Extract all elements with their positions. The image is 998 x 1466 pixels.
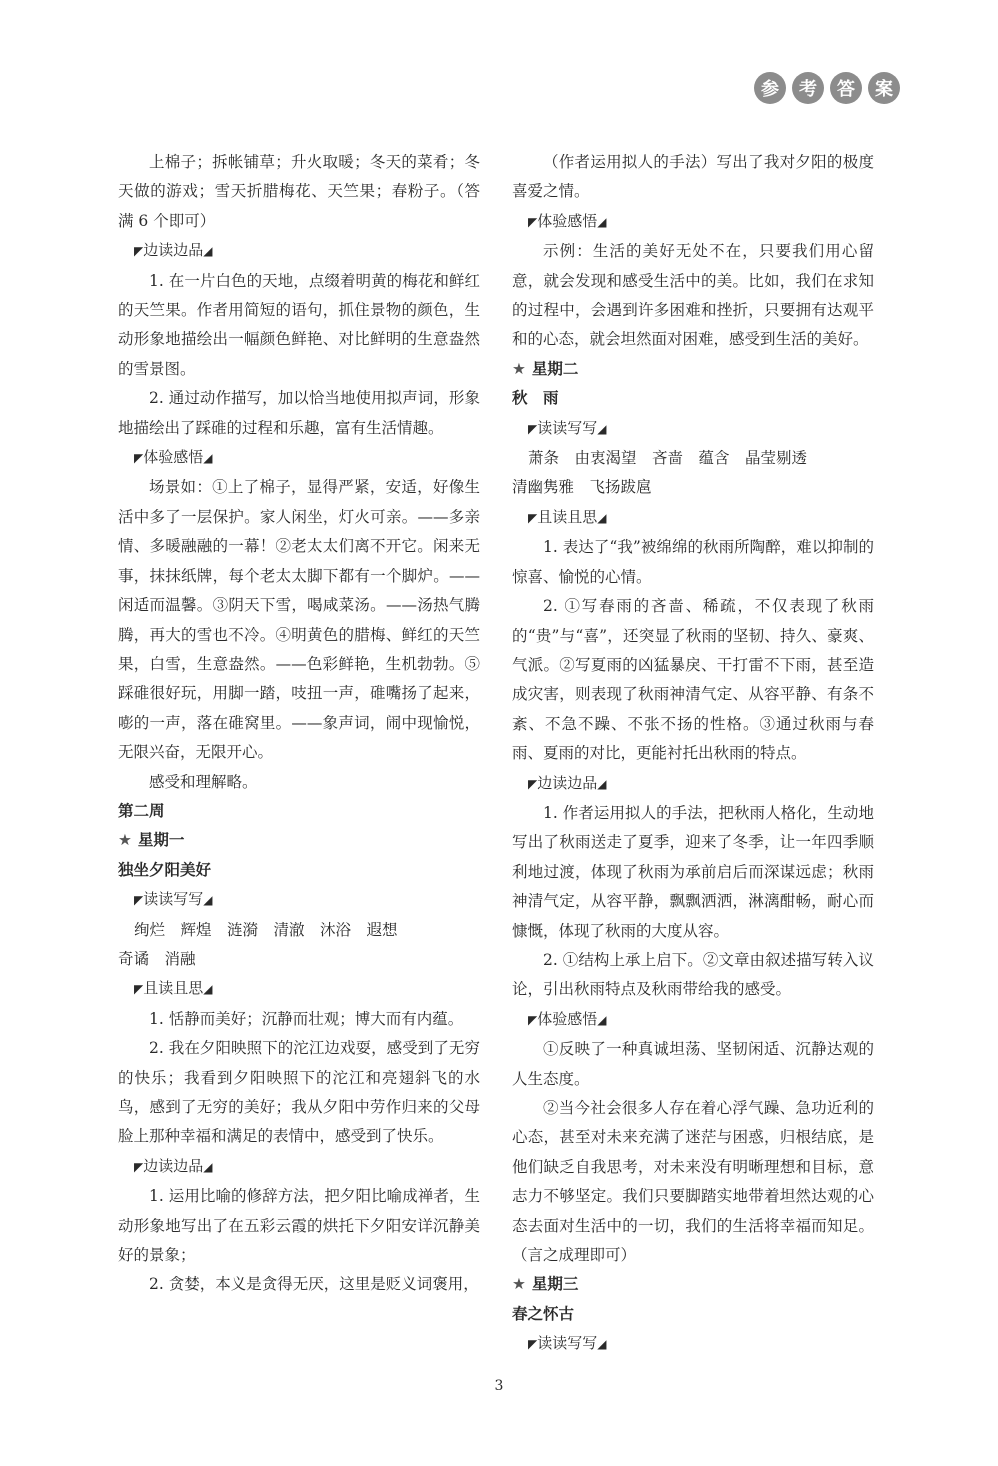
section-heading: ◤体验感悟◢ bbox=[528, 211, 607, 230]
answer-key-badge bbox=[754, 72, 900, 104]
paragraph: （作者运用拟人的手法）写出了我对夕阳的极度喜爱之情。 bbox=[512, 153, 874, 201]
vocabulary-list: 萧条 由衷渴望 吝啬 蕴含 晶莹剔透 bbox=[528, 449, 808, 468]
badge-char: 答 bbox=[830, 72, 862, 104]
star-icon: ★ bbox=[512, 1275, 526, 1294]
paragraph: ①反映了一种真诚坦荡、坚韧闲适、沉静达观的人生态度。 bbox=[512, 1040, 874, 1088]
triangle-icon: ◢ bbox=[203, 893, 213, 908]
triangle-icon: ◤ bbox=[528, 1012, 538, 1027]
badge-char: 案 bbox=[868, 72, 900, 104]
section-heading: ◤读读写写◢ bbox=[134, 890, 213, 909]
triangle-icon: ◢ bbox=[597, 421, 607, 436]
triangle-icon: ◢ bbox=[597, 1012, 607, 1027]
paragraph: 1. 运用比喻的修辞方法，把夕阳比喻成禅者，生动形象地写出了在五彩云霞的烘托下夕阳安详沉静美好的景象； bbox=[118, 1187, 480, 1265]
section-heading: ◤边读边品◢ bbox=[134, 241, 213, 260]
section-heading: ◤读读写写◢ bbox=[528, 1334, 607, 1353]
day-heading: ★ 星期三 bbox=[512, 1275, 579, 1294]
section-heading: ◤体验感悟◢ bbox=[528, 1009, 607, 1028]
article-title: 春之怀古 bbox=[512, 1304, 575, 1323]
triangle-icon: ◢ bbox=[203, 244, 213, 259]
triangle-icon: ◢ bbox=[203, 451, 213, 466]
triangle-icon: ◤ bbox=[528, 214, 538, 229]
triangle-icon: ◤ bbox=[528, 421, 538, 436]
section-heading: ◤且读且思◢ bbox=[528, 507, 607, 526]
triangle-icon: ◤ bbox=[134, 1159, 144, 1174]
paragraph: 1. 在一片白色的天地，点缀着明黄的梅花和鲜红的天竺果。作者用简短的语句，抓住景物的颜色，生动形象地描绘出一幅颜色鲜艳、对比鲜明的生意盎然的雪景图。 bbox=[118, 271, 480, 378]
day-heading: ★ 星期一 bbox=[118, 831, 185, 850]
triangle-icon: ◢ bbox=[597, 776, 607, 791]
paragraph: 1. 恬静而美好；沉静而壮观；博大而有内蕴。 bbox=[149, 1009, 464, 1028]
triangle-icon: ◤ bbox=[134, 982, 144, 997]
paragraph: 示例：生活的美好无处不在，只要我们用心留意，就会发现和感受生活中的美。比如，我们在求知的过程中，会遇到许多困难和挫折，只要拥有达观平和的心态，就会坦然面对困难，感受到生活的美好。 bbox=[512, 242, 874, 349]
article-title: 独坐夕阳美好 bbox=[118, 860, 212, 879]
vocabulary-list: 清幽隽雅 飞扬跋扈 bbox=[512, 478, 652, 497]
triangle-icon: ◤ bbox=[134, 893, 144, 908]
week-heading: 第二周 bbox=[118, 801, 165, 820]
paragraph: 2. ①写春雨的吝啬、稀疏，不仅表现了秋雨的“贵”与“喜”，还突显了秋雨的坚韧、持久、豪爽、气派。②写夏雨的凶猛暴戾、干打雷不下雨，甚至造成灾害，则表现了秋雨神清气定、从容平静、有条不紊、不急不躁、不张不扬的性格。③通过秋雨与春雨、夏雨的对比，更能衬托出秋雨的特点。 bbox=[512, 597, 874, 763]
triangle-icon: ◤ bbox=[134, 244, 144, 259]
paragraph: 2. 通过动作描写，加以恰当地使用拟声词，形象地描绘出了踩碓的过程和乐趣，富有生活情趣。 bbox=[118, 389, 480, 437]
paragraph: 2. ①结构上承上启下。②文章由叙述描写转入议论，引出秋雨特点及秋雨带给我的感受。 bbox=[512, 950, 874, 999]
vocabulary-list: 绚烂 辉煌 涟漪 清澈 沐浴 遐想 bbox=[134, 920, 398, 939]
triangle-icon: ◢ bbox=[597, 510, 607, 525]
paragraph: 感受和理解略。 bbox=[149, 772, 258, 791]
paragraph: 1. 表达了“我”被绵绵的秋雨所陶醉，难以抑制的惊喜、愉悦的心情。 bbox=[512, 538, 874, 586]
paragraph: 1. 作者运用拟人的手法，把秋雨人格化，生动地写出了秋雨送走了夏季，迎来了冬季，让一年四季顺利地过渡，体现了秋雨为承前启后而深谋远虑；秋雨神清气定，从容平静，飘飘洒洒，淋漓酣畅，耐心而慷慨，体现了秋雨的大度从容。 bbox=[512, 803, 874, 940]
page-number: 3 bbox=[494, 1378, 504, 1394]
paragraph: ②当今社会很多人存在着心浮气躁、急功近利的心态，甚至对未来充满了迷茫与困惑，归根结底，是他们缺乏自我思考，对未来没有明晰理想和目标，意志力不够坚定。我们只要脚踏实地带着坦然达观的心态去面对生活中的一切，我们的生活将幸福而知足。（言之成理即可） bbox=[512, 1099, 874, 1265]
left-column bbox=[118, 148, 480, 1300]
right-column bbox=[512, 148, 874, 1360]
triangle-icon: ◤ bbox=[134, 451, 144, 466]
triangle-icon: ◢ bbox=[597, 1337, 607, 1352]
triangle-icon: ◢ bbox=[203, 982, 213, 997]
section-heading: ◤边读边品◢ bbox=[528, 773, 607, 792]
badge-char: 考 bbox=[792, 72, 824, 104]
article-title: 秋 雨 bbox=[512, 389, 559, 408]
star-icon: ★ bbox=[118, 831, 132, 850]
triangle-icon: ◤ bbox=[528, 510, 538, 525]
paragraph: 2. 贪婪，本义是贪得无厌，这里是贬义词褒用， bbox=[149, 1275, 479, 1294]
triangle-icon: ◢ bbox=[597, 214, 607, 229]
triangle-icon: ◤ bbox=[528, 776, 538, 791]
section-heading: ◤读读写写◢ bbox=[528, 418, 607, 437]
vocabulary-list: 奇谲 消融 bbox=[118, 949, 196, 968]
section-heading: ◤体验感悟◢ bbox=[134, 448, 213, 467]
section-heading: ◤边读边品◢ bbox=[134, 1156, 213, 1175]
triangle-icon: ◤ bbox=[528, 1337, 538, 1352]
paragraph: 场景如：①上了棉子，显得严紧，安适，好像生活中多了一层保护。家人闲坐，灯火可亲。——多亲情、多暖融融的一幕！②老太太们离不开它。闲来无事，抹抹纸牌，每个老太太脚下都有一个脚炉。——闲适而温馨。③阴天下雪，喝咸菜汤。——汤热气腾腾，再大的雪也不冷。④明黄色的腊梅、鲜红的天竺果，白雪，生意盎然。——色彩鲜艳，生机勃勃。⑤踩碓很好玩，用脚一踏，吱扭一声，碓嘴扬了起来，嘭的一声，落在碓窝里。——象声词，闹中现愉悦，无限兴奋，无限开心。 bbox=[118, 478, 480, 762]
triangle-icon: ◢ bbox=[203, 1159, 213, 1174]
day-heading: ★ 星期二 bbox=[512, 359, 579, 378]
section-heading: ◤且读且思◢ bbox=[134, 979, 213, 998]
star-icon: ★ bbox=[512, 359, 526, 378]
paragraph: 2. 我在夕阳映照下的沱江边戏耍，感受到了无穷的快乐；我看到夕阳映照下的沱江和亮翅斜飞的水鸟，感到了无穷的美好；我从夕阳中劳作归来的父母脸上那种幸福和满足的表情中，感受到了快乐。 bbox=[118, 1039, 480, 1146]
paragraph: 上棉子；拆帐铺草；升火取暖；冬天的菜肴；冬天做的游戏；雪天折腊梅花、天竺果；春粉子。（答满 6 个即可） bbox=[118, 153, 480, 230]
badge-char: 参 bbox=[754, 72, 786, 104]
